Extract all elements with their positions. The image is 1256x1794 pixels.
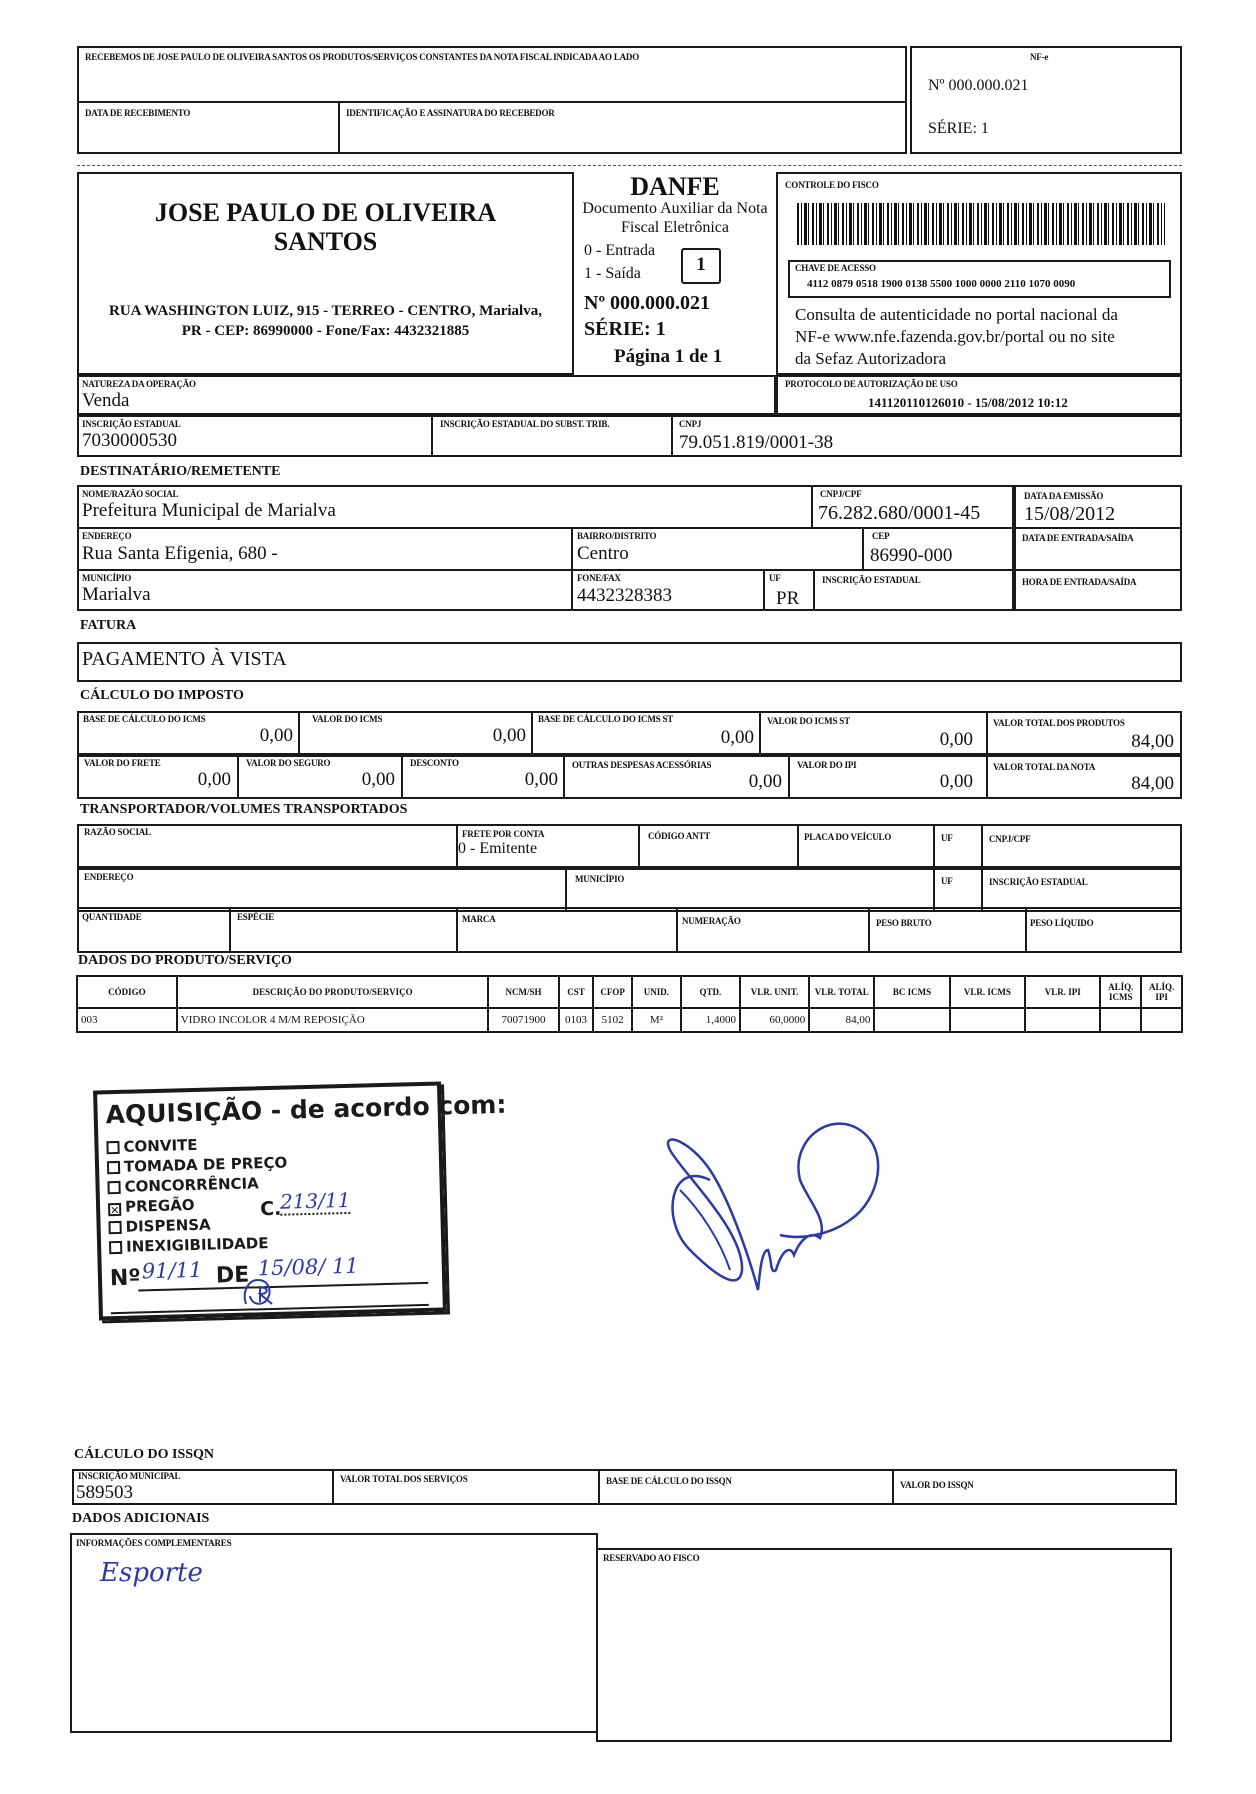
stamp-option-label: DISPENSA	[125, 1215, 211, 1236]
transp-cnpj-label: CNPJ/CPF	[989, 834, 1031, 844]
cut-line	[77, 165, 1182, 166]
ie-value: 7030000530	[82, 430, 177, 451]
canhoto-divider	[77, 101, 907, 103]
col-aliq-icms: ALÍQ. ICMS	[1100, 976, 1141, 1008]
info-complementares-label: INFORMAÇÕES COMPLEMENTARES	[76, 1538, 232, 1548]
dest-cnpj: 76.282.680/0001-45	[818, 502, 981, 524]
frete: 0,00	[197, 769, 231, 790]
dest-municipio: Marialva	[82, 584, 151, 605]
canhoto-nfe-label: NF-e	[1030, 52, 1049, 62]
cell-qtd: 1,4000	[681, 1008, 740, 1032]
col-unid: UNID.	[632, 976, 681, 1008]
col-cst: CST	[559, 976, 594, 1008]
imposto-heading: CÁLCULO DO IMPOSTO	[80, 688, 244, 703]
cell-cfop: 5102	[593, 1008, 632, 1032]
danfe-entrada: 0 - Entrada	[584, 242, 656, 259]
cnpj-label: CNPJ	[679, 419, 702, 429]
cell-descricao: VIDRO INCOLOR 4 M/M REPOSIÇÃO	[177, 1008, 489, 1032]
transp-frete-label: FRETE POR CONTA	[462, 829, 545, 839]
issqn-total-label: VALOR TOTAL DOS SERVIÇOS	[340, 1474, 468, 1484]
identificacao-label: IDENTIFICAÇÃO E ASSINATURA DO RECEBEDOR	[346, 108, 555, 118]
transp-uf-label: UF	[941, 833, 953, 843]
dest-ie-label: INSCRIÇÃO ESTADUAL	[822, 575, 921, 585]
total-produtos-label: VALOR TOTAL DOS PRODUTOS	[993, 718, 1125, 728]
outras: 0,00	[748, 771, 782, 792]
dest-cnpj-label: CNPJ/CPF	[820, 489, 862, 499]
dest-emissao: 15/08/2012	[1024, 503, 1116, 525]
dest-cep-label: CEP	[872, 531, 890, 541]
stamp-no-value: 91/11	[141, 1257, 203, 1284]
cell-aliq-ipi	[1141, 1008, 1182, 1032]
cell-bc-icms	[874, 1008, 949, 1032]
tr-r3-sep4	[868, 907, 870, 953]
dest-sep-end	[571, 527, 573, 611]
stamp-option-label: INEXIGIBILIDADE	[125, 1234, 269, 1256]
transp-placa-label: PLACA DO VEÍCULO	[804, 832, 892, 842]
tr-r3-sep3	[676, 907, 678, 953]
danfe-pagina: Página 1 de 1	[614, 346, 723, 367]
chave-acesso: 4112 0879 0518 1900 0138 5500 1000 0000 2110 1070 0090	[807, 278, 1076, 290]
stamp-option-label: TOMADA DE PREÇO	[123, 1153, 288, 1176]
cell-aliq-icms	[1100, 1008, 1141, 1032]
transp-uf2-label: UF	[941, 876, 953, 886]
stamp-option-tomada	[107, 1154, 288, 1177]
stamp-no-label: Nº	[109, 1265, 142, 1292]
danfe-serie: SÉRIE: 1	[584, 318, 666, 340]
transp-row2	[77, 868, 1182, 912]
col-vlr-total: VLR. TOTAL	[809, 976, 874, 1008]
cell-codigo: 003	[77, 1008, 177, 1032]
canhoto-box	[77, 46, 907, 154]
stamp-de-value: 15/08/ 11	[257, 1253, 360, 1281]
canhoto-recebemos: RECEBEMOS DE JOSE PAULO DE OLIVEIRA SANTOS OS PRODUTOS/SERVIÇOS CONSTANTES DA NOTA FISCAL INDICADA AO LADO	[85, 52, 640, 62]
emitente-address-line1: RUA WASHINGTON LUIZ, 915 - TERREO - CENTRO, Marialva,	[109, 303, 542, 319]
dest-endereco-label: ENDEREÇO	[82, 531, 132, 541]
valor-st: 0,00	[939, 729, 973, 750]
ie-st-label: INSCRIÇÃO ESTADUAL DO SUBST. TRIB.	[440, 419, 610, 429]
cell-unid: M²	[632, 1008, 681, 1032]
fatura-heading: FATURA	[80, 618, 137, 633]
base-icms: 0,00	[259, 725, 293, 746]
product-header-row	[77, 976, 1182, 1008]
tr-r1-sep3	[797, 824, 799, 868]
checkbox-icon	[107, 1181, 120, 1194]
frete-label: VALOR DO FRETE	[84, 758, 161, 768]
dest-entrada-saida-label: DATA DE ENTRADA/SAÍDA	[1022, 533, 1134, 543]
issqn-sep2	[598, 1469, 600, 1505]
reservado-fisco-label: RESERVADO AO FISCO	[603, 1553, 700, 1563]
stamp-c-label: C.	[259, 1197, 282, 1221]
ie-sep2	[671, 415, 673, 457]
stamp-option-label: PREGÃO	[124, 1195, 195, 1216]
cell-ncm: 70071900	[488, 1008, 558, 1032]
canhoto-serie: SÉRIE: 1	[928, 120, 989, 137]
dest-hora-label: HORA DE ENTRADA/SAÍDA	[1022, 577, 1137, 587]
imp-r2-sep1	[237, 755, 239, 799]
dest-dates-sep1	[1014, 527, 1182, 529]
imp-r2-sep3	[563, 755, 565, 799]
total-produtos: 84,00	[1131, 731, 1174, 752]
stamp-option-dispensa	[108, 1216, 210, 1237]
transp-endereco-label: ENDEREÇO	[84, 872, 134, 882]
seguro: 0,00	[361, 769, 395, 790]
imp-r2-sep4	[788, 755, 790, 799]
product-table	[76, 975, 1183, 1033]
col-cfop: CFOP	[593, 976, 632, 1008]
issqn-sep1	[332, 1469, 334, 1505]
col-qtd: QTD.	[681, 976, 740, 1008]
canhoto-numero: Nº 000.000.021	[928, 77, 1029, 94]
emitente-name-line1: JOSE PAULO DE OLIVEIRA	[154, 198, 497, 227]
transp-quantidade-label: QUANTIDADE	[82, 912, 142, 922]
issqn-heading: CÁLCULO DO ISSQN	[74, 1447, 215, 1462]
col-aliq-ipi: ALÍQ. IPI	[1141, 976, 1182, 1008]
tr-r3-sep2	[456, 907, 458, 953]
cnpj-value: 79.051.819/0001-38	[679, 432, 834, 453]
col-codigo: CÓDIGO	[77, 976, 177, 1008]
reservado-fisco-box	[596, 1548, 1172, 1742]
issqn-box	[72, 1469, 1177, 1505]
dest-fone-label: FONE/FAX	[577, 573, 621, 583]
consulta-line1: Consulta de autenticidade no portal nacional da	[795, 305, 1118, 324]
col-ncm: NCM/SH	[488, 976, 558, 1008]
col-bc-icms: BC ICMS	[874, 976, 949, 1008]
stamp-option-label: CONCORRÊNCIA	[124, 1174, 259, 1196]
danfe-subtitle-line2: Fiscal Eletrônica	[621, 219, 729, 236]
dest-nome-label: NOME/RAZÃO SOCIAL	[82, 489, 179, 499]
desconto: 0,00	[524, 769, 558, 790]
stamp-option-convite	[106, 1136, 197, 1156]
total-nota: 84,00	[1131, 773, 1174, 794]
base-icms-label: BASE DE CÁLCULO DO ICMS	[83, 714, 206, 724]
total-nota-label: VALOR TOTAL DA NOTA	[993, 762, 1096, 772]
initials-mark	[238, 1272, 284, 1312]
dest-bairro: Centro	[577, 543, 629, 564]
issqn-sep3	[892, 1469, 894, 1505]
valor-icms-label: VALOR DO ICMS	[312, 714, 383, 724]
ie-label: INSCRIÇÃO ESTADUAL	[82, 419, 181, 429]
issqn-im: 589503	[76, 1482, 133, 1503]
dest-uf: PR	[776, 588, 800, 609]
dest-endereco: Rua Santa Efigenia, 680 -	[82, 543, 278, 564]
issqn-base-label: BASE DE CÁLCULO DO ISSQN	[606, 1476, 732, 1486]
imp-r1-sep3	[759, 711, 761, 755]
dest-emissao-label: DATA DA EMISSÃO	[1024, 491, 1104, 501]
barcode	[797, 203, 1165, 245]
ipi: 0,00	[939, 771, 973, 792]
emitente-name-line2: SANTOS	[273, 227, 378, 256]
checkbox-icon	[106, 1141, 119, 1154]
issqn-valor-label: VALOR DO ISSQN	[900, 1480, 974, 1490]
ipi-label: VALOR DO IPI	[797, 760, 857, 770]
cell-vlr-total: 84,00	[809, 1008, 874, 1032]
transp-marca-label: MARCA	[462, 914, 496, 924]
danfe-subtitle-line1: Documento Auxiliar da Nota	[582, 200, 768, 217]
transp-antt-label: CÓDIGO ANTT	[648, 831, 711, 841]
controle-fisco-label: CONTROLE DO FISCO	[785, 180, 879, 190]
transp-numeracao-label: NUMERAÇÃO	[682, 916, 741, 926]
danfe-saida: 1 - Saída	[584, 265, 641, 282]
dest-uf-label: UF	[769, 573, 781, 583]
imp-r1-sep1	[298, 711, 300, 755]
dest-sep-ie	[813, 569, 815, 611]
checked-box-icon: ✕	[108, 1203, 121, 1216]
stamp-option-concorrencia	[107, 1174, 259, 1196]
stamp-option-inexigibilidade	[109, 1234, 269, 1256]
imp-r1-sep4	[986, 711, 988, 755]
produtos-heading: DADOS DO PRODUTO/SERVIÇO	[78, 953, 292, 968]
adicionais-heading: DADOS ADICIONAIS	[72, 1511, 210, 1526]
cell-vlr-unit: 60,0000	[740, 1008, 809, 1032]
danfe-tipo: 1	[696, 254, 706, 275]
tr-r2-sep3	[981, 868, 983, 912]
canhoto-vsep	[338, 101, 340, 154]
stamp-option-pregao	[108, 1196, 195, 1216]
dest-fone: 4432328383	[577, 585, 672, 606]
natureza-value: Venda	[82, 390, 130, 411]
outras-label: OUTRAS DESPESAS ACESSÓRIAS	[572, 760, 712, 770]
transp-row1	[77, 824, 1182, 868]
dest-sep-uf	[763, 569, 765, 611]
danfe-numero: Nº 000.000.021	[584, 292, 711, 314]
transp-peso-liquido-label: PESO LÍQUIDO	[1030, 918, 1094, 928]
col-vlr-unit: VLR. UNIT.	[740, 976, 809, 1008]
consulta-line3: da Sefaz Autorizadora	[795, 349, 947, 368]
seguro-label: VALOR DO SEGURO	[246, 758, 331, 768]
dest-cep: 86990-000	[870, 545, 953, 566]
fatura-text: PAGAMENTO À VISTA	[82, 648, 287, 670]
dest-sep-cep	[862, 527, 864, 569]
transportador-heading: TRANSPORTADOR/VOLUMES TRANSPORTADOS	[80, 802, 408, 817]
danfe-title: DANFE	[630, 172, 720, 201]
signature	[650, 1100, 890, 1310]
tr-r1-sep4	[933, 824, 935, 868]
dest-nome: Prefeitura Municipal de Marialva	[82, 500, 336, 521]
col-descricao: DESCRIÇÃO DO PRODUTO/SERVIÇO	[177, 976, 489, 1008]
tr-r1-sep2	[638, 824, 640, 868]
dest-municipio-label: MUNICÍPIO	[82, 573, 132, 583]
dest-bairro-label: BAIRRO/DISTRITO	[577, 531, 657, 541]
destinatario-heading: DESTINATÁRIO/REMETENTE	[80, 464, 281, 479]
transp-municipio-label: MUNICÍPIO	[575, 874, 625, 884]
dest-row-sep1	[77, 527, 1014, 529]
stamp-c-value: 213/11	[279, 1187, 351, 1214]
cell-vlr-icms	[950, 1008, 1025, 1032]
tr-r3-sep5	[1025, 907, 1027, 953]
transp-frete: 0 - Emitente	[458, 840, 538, 857]
chave-label: CHAVE DE ACESSO	[795, 263, 876, 273]
ie-sep1	[431, 415, 433, 457]
imp-r2-sep5	[986, 755, 988, 799]
base-st-label: BASE DE CÁLCULO DO ICMS ST	[538, 714, 674, 724]
tr-r2-sep1	[565, 868, 567, 912]
info-handwritten: Esporte	[100, 1558, 203, 1588]
ie-box	[77, 415, 1182, 457]
consulta-line2: NF-e www.nfe.fazenda.gov.br/portal ou no site	[795, 327, 1115, 346]
protocolo-label: PROTOCOLO DE AUTORIZAÇÃO DE USO	[785, 379, 958, 389]
imp-r1-sep2	[531, 711, 533, 755]
cell-vlr-ipi	[1025, 1008, 1100, 1032]
dest-sep-nome	[811, 485, 813, 527]
issqn-im-label: INSCRIÇÃO MUNICIPAL	[78, 1471, 181, 1481]
checkbox-icon	[109, 1241, 122, 1254]
transp-razao-label: RAZÃO SOCIAL	[84, 827, 151, 837]
transp-peso-bruto-label: PESO BRUTO	[876, 918, 932, 928]
natureza-label: NATUREZA DA OPERAÇÃO	[82, 379, 196, 389]
emitente-address-line2: PR - CEP: 86990000 - Fone/Fax: 4432321885	[181, 323, 470, 339]
col-vlr-icms: VLR. ICMS	[950, 976, 1025, 1008]
protocolo-value: 141120110126010 - 15/08/2012 10:12	[868, 395, 1068, 410]
tr-r1-sep5	[981, 824, 983, 868]
transp-ie-label: INSCRIÇÃO ESTADUAL	[989, 877, 1088, 887]
table-row	[77, 1008, 1182, 1032]
checkbox-icon	[108, 1221, 121, 1234]
tr-r3-sep1	[229, 907, 231, 953]
col-vlr-ipi: VLR. IPI	[1025, 976, 1100, 1008]
cell-cst: 0103	[559, 1008, 594, 1032]
base-st: 0,00	[720, 727, 754, 748]
data-recebimento-label: DATA DE RECEBIMENTO	[85, 108, 191, 118]
stamp-de-label: DE	[215, 1262, 250, 1289]
tr-r2-sep2	[933, 868, 935, 912]
checkbox-icon	[107, 1161, 120, 1174]
transp-especie-label: ESPÉCIE	[237, 912, 275, 922]
dest-dates-sep2	[1014, 569, 1182, 571]
stamp-title: AQUISIÇÃO - de acordo com:	[105, 1089, 507, 1130]
imp-r2-sep2	[401, 755, 403, 799]
stamp-option-label: CONVITE	[123, 1135, 198, 1156]
dest-row-sep2	[77, 569, 1014, 571]
valor-icms: 0,00	[492, 725, 526, 746]
valor-st-label: VALOR DO ICMS ST	[767, 716, 850, 726]
desconto-label: DESCONTO	[410, 758, 459, 768]
